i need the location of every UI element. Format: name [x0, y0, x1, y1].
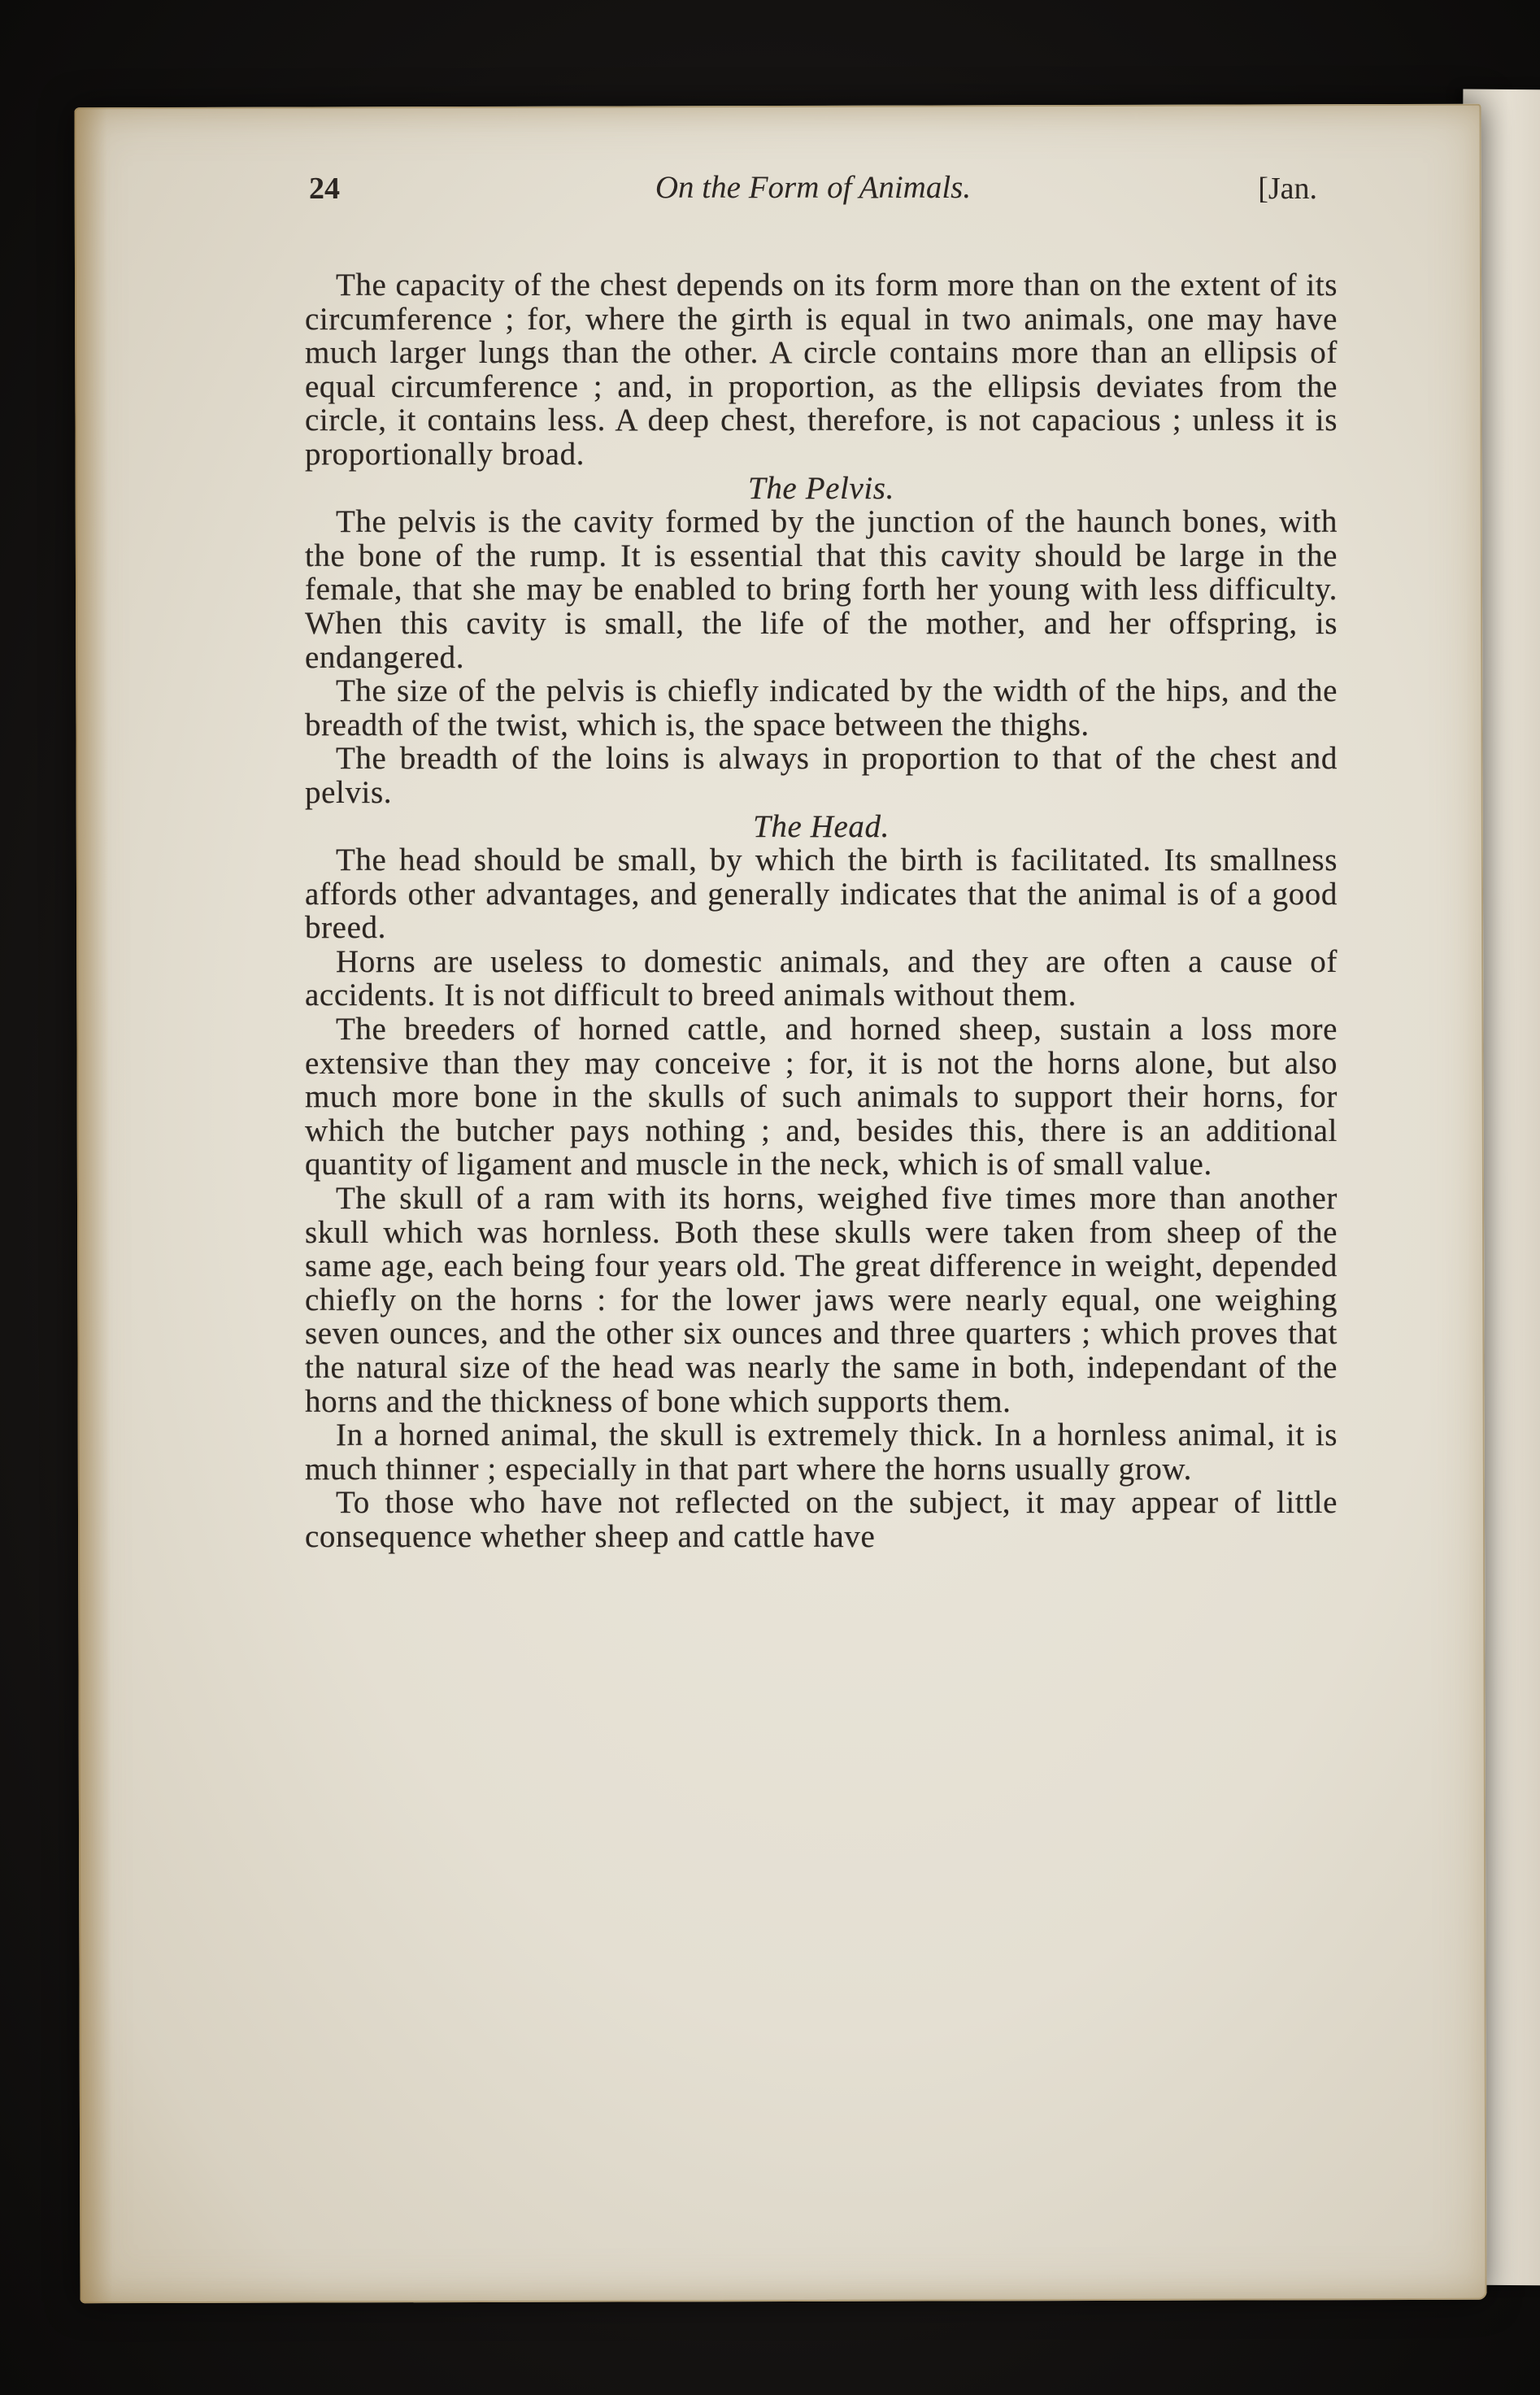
body-text [305, 268, 1338, 1554]
paragraph-little-consequence: To those who have not reflected on the subject, it may appear of little consequence whether sheep and cattle have [305, 1485, 1338, 1554]
paragraph-head-size: The head should be small, by which the birth is facilitated. Its smallness affords other advantages, and generally indicates that the animal is of a good breed. [305, 843, 1338, 946]
paragraph-breeders-loss: The breeders of horned cattle, and horned sheep, sustain a loss more extensive than they may conceive ; for, it is not the horns alone, but also much more bone in the skulls of such animals to support their horns, for which the butcher pays nothing ; and, besides this, there is an additional quantity of ligament and muscle in the neck, which is of small value. [305, 1012, 1338, 1182]
paragraph-chest-capacity: The capacity of the chest depends on its form more than on the extent of its circumference ; for, where the girth is equal in two animals, one may have much larger lungs than the other. A circle contains more than an ellipsis of equal circumference ; and, in proportion, as the ellipsis deviates from the circle, it contains less. A deep chest, therefore, is not capacious ; unless it is proportionally broad. [305, 268, 1338, 472]
running-head [309, 163, 1317, 211]
running-title: On the Form of Animals. [655, 170, 972, 205]
paragraph-skull-thickness: In a horned animal, the skull is extremely thick. In a hornless animal, it is much thinner ; especially in that part where the horns usually grow. [305, 1417, 1338, 1487]
paragraph-ram-skull: The skull of a ram with its horns, weighed five times more than another skull which was hornless. Both these skulls were taken from sheep of the same age, each being four years old. The great difference in weight, depended chiefly on the horns : for the lower jaws were nearly equal, one weighing seven ounces, and the other six ounces and three quarters ; which proves that the natural size of the head was nearly the same in both, independant of the horns and the thickness of bone which supports them. [305, 1181, 1338, 1419]
section-heading-head: The Head. [753, 808, 890, 844]
running-date: [Jan. [1258, 172, 1317, 206]
paragraph-pelvis-definition: The pelvis is the cavity formed by the junction of the haunch bones, with the bone of the rump. It is essential that this cavity should be large in the female, that she may be enabled to bring forth her young with less difficulty. When this cavity is small, the life of the mother, and her offspring, is endangered. [305, 504, 1338, 675]
paragraph-loins: The breadth of the loins is always in proportion to that of the chest and pelvis. [305, 741, 1338, 810]
page-number: 24 [309, 172, 340, 206]
page-gutter-shadow [74, 107, 112, 2303]
paragraph-pelvis-size: The size of the pelvis is chiefly indicated by the width of the hips, and the breadth of the twist, which is, the space between the thighs. [305, 673, 1338, 742]
paragraph-horns-useless: Horns are useless to domestic animals, and they are often a cause of accidents. It is not difficult to breed animals without them. [305, 943, 1338, 1013]
section-heading-pelvis: The Pelvis. [748, 470, 894, 506]
